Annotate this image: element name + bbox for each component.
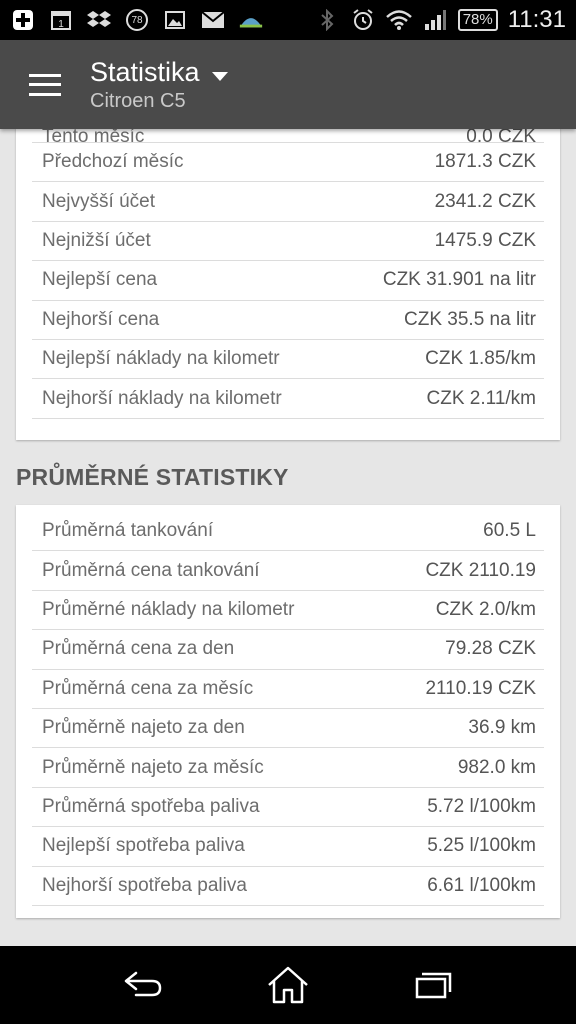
home-button[interactable]: [258, 960, 318, 1010]
stat-row: [32, 129, 544, 143]
stat-value: 2341.2 CZK: [434, 190, 536, 212]
badge-count: 78: [131, 14, 143, 26]
vehicle-name: Citroen C5: [90, 89, 186, 112]
stat-label: Předchozí měsíc: [42, 151, 184, 173]
stat-row: [32, 512, 544, 551]
stat-row: [32, 827, 544, 866]
svg-text:1: 1: [58, 19, 64, 30]
stat-label: Nejlepší cena: [42, 269, 158, 291]
stat-label: Průměrná tankování: [42, 520, 214, 542]
alarm-icon: [350, 8, 376, 32]
stat-value: 60.5 L: [483, 520, 536, 542]
stat-label: Průměrná cena za měsíc: [42, 677, 254, 699]
chevron-down-icon: [212, 72, 228, 81]
app-bar: [0, 40, 576, 129]
stat-row: [32, 340, 544, 379]
statistics-scroll-area[interactable]: [0, 129, 576, 946]
badge-icon: [124, 8, 150, 32]
navigation-bar: [0, 946, 576, 1024]
stat-row: [32, 379, 544, 418]
stat-row: [32, 222, 544, 261]
stat-value: 79.28 CZK: [445, 638, 536, 660]
stat-label: Nejlepší spotřeba paliva: [42, 835, 245, 857]
stat-label: Průměrné náklady na kilometr: [42, 598, 295, 620]
stat-value: CZK 1.85/km: [425, 348, 536, 370]
stat-row: [32, 301, 544, 340]
recent-apps-icon: [413, 969, 453, 1001]
stat-value: 36.9 km: [468, 717, 536, 739]
stat-label: Nejhorší náklady na kilometr: [42, 387, 282, 409]
stat-value: 6.61 l/100km: [427, 874, 536, 896]
stat-value: 1475.9 CZK: [434, 229, 536, 251]
stat-label: Nejnižší účet: [42, 229, 151, 251]
stat-row: [32, 261, 544, 300]
stat-value: 2110.19 CZK: [425, 677, 536, 699]
stat-value: CZK 35.5 na litr: [404, 308, 536, 330]
stat-label: Průměrná cena tankování: [42, 559, 260, 581]
menu-button[interactable]: [0, 40, 90, 129]
notification-icons: [10, 8, 264, 32]
stat-row: [32, 551, 544, 590]
stat-label: Průměrná spotřeba paliva: [42, 795, 260, 817]
back-button[interactable]: [113, 960, 173, 1010]
signal-icon: [422, 8, 448, 32]
home-icon: [266, 965, 310, 1005]
stat-row: [32, 670, 544, 709]
stat-value: CZK 2.11/km: [426, 387, 536, 409]
stat-value: CZK 31.901 na litr: [382, 269, 536, 291]
image-icon: [162, 8, 188, 32]
stat-label: Tento měsíc: [42, 129, 145, 143]
stat-value: CZK 2.0/km: [435, 598, 536, 620]
battery-indicator: 78%: [458, 9, 498, 31]
averages-card: [16, 505, 560, 918]
stat-label: Nejhorší spotřeba paliva: [42, 874, 247, 896]
stat-row: [32, 709, 544, 748]
calendar-icon: [48, 8, 74, 32]
stat-row: [32, 867, 544, 906]
back-icon: [122, 969, 164, 1001]
page-title: Statistika: [90, 56, 200, 87]
stat-row: [32, 630, 544, 669]
bluetooth-icon: [314, 8, 340, 32]
stat-label: Průměrně najeto za den: [42, 717, 245, 739]
stat-row: [32, 748, 544, 787]
weather-icon: [238, 8, 264, 32]
stat-row: [32, 591, 544, 630]
vehicle-selector[interactable]: [90, 57, 228, 113]
stat-value: 0.0 CZK: [466, 129, 536, 143]
hamburger-icon: [29, 74, 61, 96]
stat-row: [32, 143, 544, 182]
clock: 11:31: [507, 6, 566, 33]
stat-label: Průměrná cena za den: [42, 638, 235, 660]
status-bar: [0, 0, 576, 40]
plus-icon: [10, 8, 36, 32]
stat-label: Průměrně najeto za měsíc: [42, 756, 264, 778]
stat-value: 982.0 km: [457, 756, 536, 778]
dropbox-icon: [86, 8, 112, 32]
stat-label: Nejlepší náklady na kilometr: [42, 348, 280, 370]
section-header-averages: PRŮMĚRNÉ STATISTIKY: [16, 464, 289, 490]
stat-row: [32, 182, 544, 221]
recent-apps-button[interactable]: [403, 960, 463, 1010]
wifi-icon: [386, 8, 412, 32]
stat-row: [32, 788, 544, 827]
stat-value: 5.25 l/100km: [427, 835, 536, 857]
stat-label: Nejhorší cena: [42, 308, 160, 330]
gmail-icon: [200, 8, 226, 32]
stat-label: Nejvyšší účet: [42, 190, 155, 212]
summary-card: [16, 129, 560, 440]
system-icons: [314, 6, 566, 34]
stat-value: 5.72 l/100km: [427, 795, 536, 817]
stat-value: CZK 2110.19: [425, 559, 536, 581]
stat-value: 1871.3 CZK: [434, 151, 536, 173]
